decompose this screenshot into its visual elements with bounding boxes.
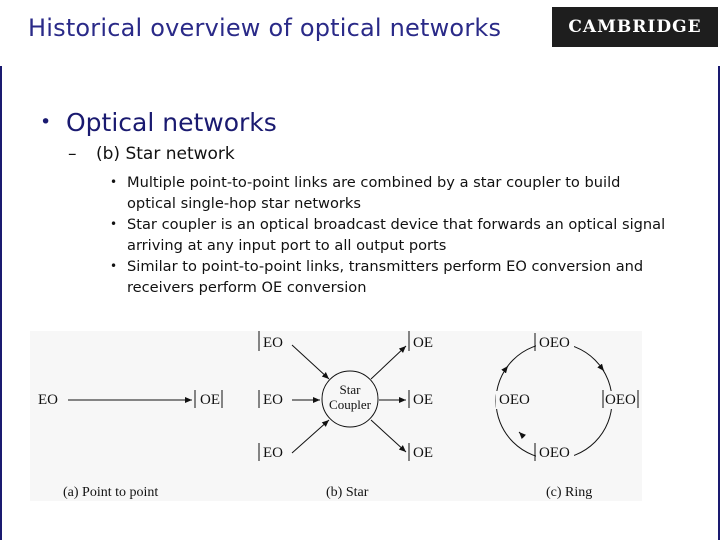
list-item (108, 172, 668, 214)
star-in-arrow (292, 345, 329, 379)
bullet-level3-list (108, 172, 668, 298)
ring-node-label: OEO (539, 445, 570, 461)
list-item-text: Multiple point-to-point links are combined by a star coupler to build optical single-hop star networks (127, 174, 621, 212)
bullet-dash-icon: – (68, 144, 77, 164)
ptp-oe-label: OE (200, 392, 220, 408)
star-diagram (259, 331, 433, 500)
star-in-arrow (292, 420, 329, 453)
star-input-label: EO (263, 335, 283, 351)
ring-caption: (c) Ring (546, 485, 593, 500)
ring-node-label: OEO (499, 392, 530, 408)
star-coupler-label-2: Coupler (329, 397, 371, 412)
ring-direction-arrow (504, 366, 508, 371)
list-item-text: Similar to point-to-point links, transmitters perform EO conversion and receivers perform OE conversion (127, 258, 644, 296)
list-item-text: Star coupler is an optical broadcast device that forwards an optical signal arriving at any input port to all output ports (127, 216, 666, 254)
star-out-arrow (371, 420, 406, 452)
ring-node-label: OEO (539, 335, 570, 351)
list-item (108, 256, 668, 298)
star-caption: (b) Star (326, 485, 369, 500)
slide-header (0, 0, 720, 66)
star-output-label: OE (413, 445, 433, 461)
star-output-label: OE (413, 392, 433, 408)
ring-node-label: OEO (605, 392, 636, 408)
bullet-dot-icon: • (110, 259, 118, 273)
star-input-label: EO (263, 445, 283, 461)
bullet-dot-icon: • (110, 217, 118, 231)
list-item (108, 214, 668, 256)
bullet-level2-text: (b) Star network (96, 144, 235, 164)
slide-frame-left (0, 0, 2, 540)
star-out-arrow (371, 346, 406, 379)
ring-direction-arrow (600, 366, 604, 371)
star-input-label: EO (263, 392, 283, 408)
bullet-dot-icon: • (110, 175, 118, 189)
star-output-label: OE (413, 335, 433, 351)
bullet-dot-icon: • (40, 111, 52, 133)
ptp-eo-label: EO (38, 392, 58, 408)
star-coupler-label-1: Star (339, 382, 361, 397)
slide-title: Historical overview of optical networks (28, 14, 502, 42)
logo-text: CAMBRIDGE (568, 17, 702, 37)
point-to-point-diagram (38, 390, 222, 500)
bullet-level2 (68, 144, 235, 164)
ring-diagram (496, 333, 638, 500)
cambridge-logo (552, 7, 718, 47)
ptp-caption: (a) Point to point (63, 485, 159, 500)
bullet-level1 (40, 108, 277, 137)
ring-direction-arrow (519, 432, 524, 437)
bullet-level1-text: Optical networks (66, 108, 277, 137)
network-topology-figure (30, 331, 642, 501)
